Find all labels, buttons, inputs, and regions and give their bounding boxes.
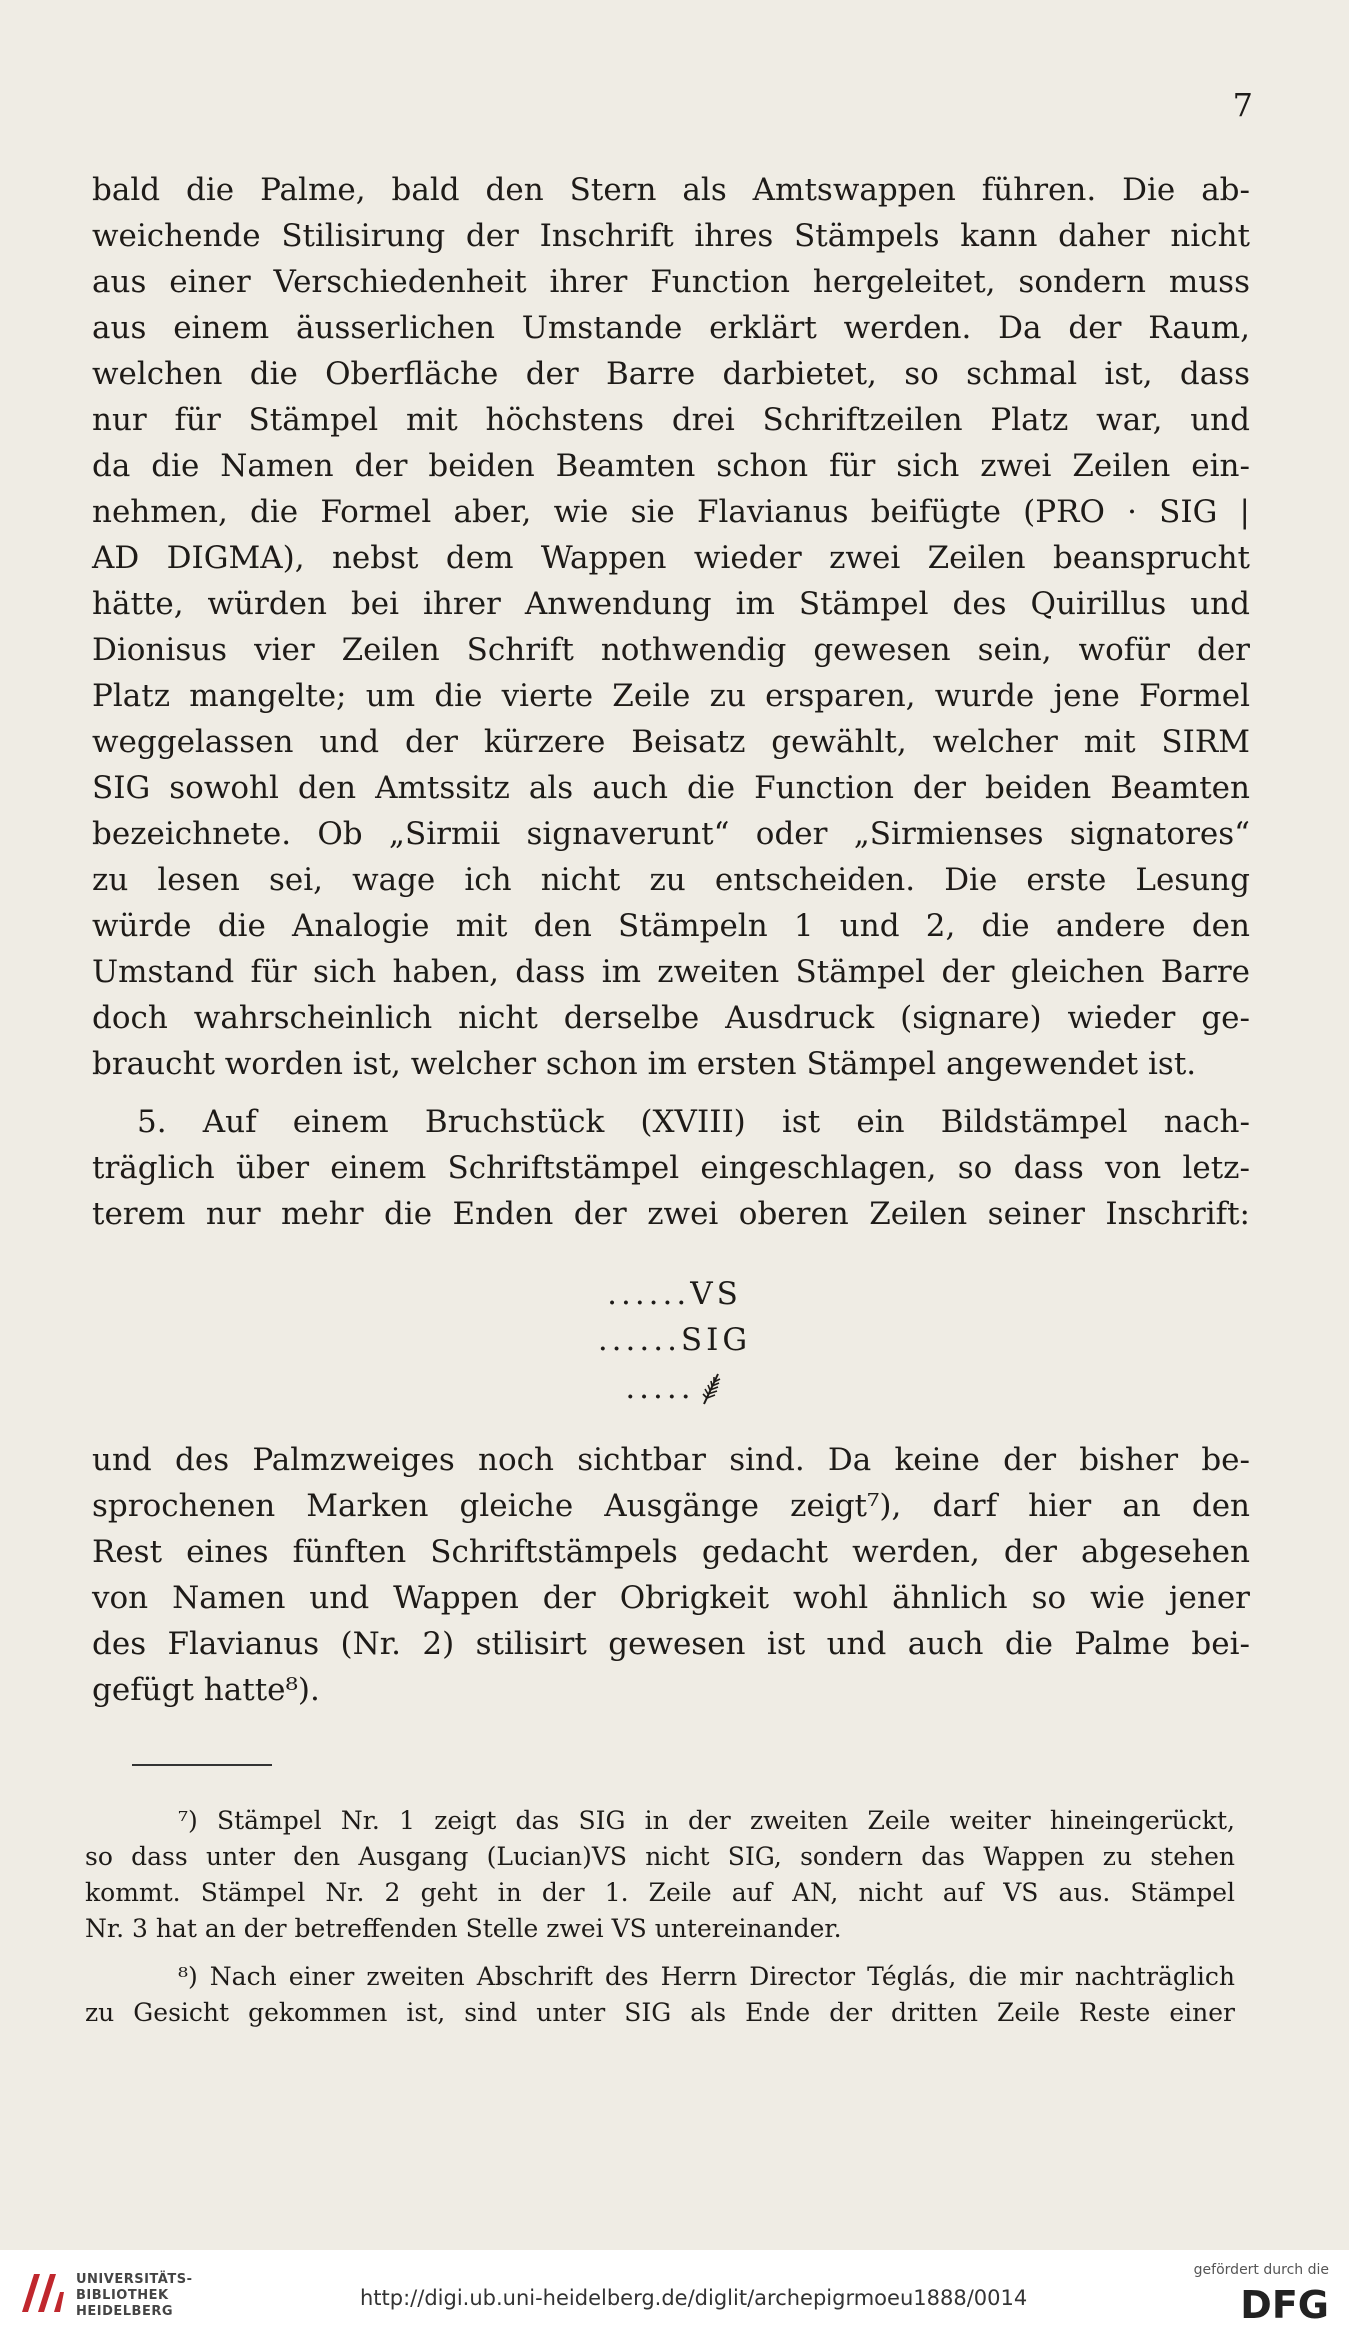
viewer-footer (0, 2250, 1349, 2338)
dfg-logo-text: DFG (1240, 2284, 1329, 2324)
body-line: sprochenen Marken gleiche Ausgänge zeigt⁷), darf hier an den (92, 1488, 1250, 1524)
body-line: Platz mangelte; um die vierte Zeile zu ersparen, wurde jene Formel (92, 678, 1250, 714)
body-line: nehmen, die Formel aber, wie sie Flavianus beifügte (PRO · SIG | (92, 494, 1250, 530)
library-name (76, 2272, 192, 2320)
body-line: 5. Auf einem Bruchstück (XVIII) ist ein Bildstämpel nach- (137, 1104, 1250, 1140)
body-line: und des Palmzweiges noch sichtbar sind. Da keine der bisher be- (92, 1442, 1250, 1478)
body-line: zu lesen sei, wage ich nicht zu entscheiden. Die erste Lesung (92, 862, 1250, 898)
footnote-line: so dass unter den Ausgang (Lucian)VS nicht SIG, sondern das Wappen zu stehen (85, 1842, 1235, 1871)
body-line: doch wahrscheinlich nicht derselbe Ausdruck (signare) wieder ge- (92, 1000, 1250, 1036)
footnote-line: ⁸) Nach einer zweiten Abschrift des Herrn Director Téglás, die mir nachträglich (178, 1962, 1235, 1991)
sponsor-block (1194, 2262, 1329, 2328)
body-line: Dionisus vier Zeilen Schrift nothwendig gewesen sein, wofür der (92, 632, 1250, 668)
footnote-line: Nr. 3 hat an der betreffenden Stelle zwei VS untereinander. (85, 1914, 842, 1943)
body-line: würde die Analogie mit den Stämpeln 1 und 2, die andere den (92, 908, 1250, 944)
footnote-line: ⁷) Stämpel Nr. 1 zeigt das SIG in der zweiten Zeile weiter hineingerückt, (178, 1806, 1235, 1835)
permalink-url[interactable]: http://digi.ub.uni-heidelberg.de/diglit/archepigrmoeu1888/0014 (360, 2286, 1028, 2310)
palm-branch-icon (700, 1372, 724, 1406)
body-line: des Flavianus (Nr. 2) stilisirt gewesen ist und auch die Palme bei- (92, 1626, 1250, 1662)
inscription-line: ......VS (607, 1276, 742, 1312)
body-line: welchen die Oberfläche der Barre darbietet, so schmal ist, dass (92, 356, 1250, 392)
body-line: da die Namen der beiden Beamten schon für sich zwei Zeilen ein- (92, 448, 1250, 484)
body-line: Umstand für sich haben, dass im zweiten Stämpel der gleichen Barre (92, 954, 1250, 990)
body-line: braucht worden ist, welcher schon im ersten Stämpel angewendet ist. (92, 1046, 1197, 1082)
page-number: 7 (1232, 86, 1253, 124)
body-line: AD DIGMA), nebst dem Wappen wieder zwei Zeilen beansprucht (92, 540, 1250, 576)
inscription-palm-line (0, 1370, 1349, 1406)
university-library-logo-icon[interactable] (14, 2264, 70, 2320)
body-line: aus einer Verschiedenheit ihrer Function hergeleitet, sondern muss (92, 264, 1250, 300)
inscription-line: ..... (625, 1370, 695, 1406)
body-line: bald die Palme, bald den Stern als Amtswappen führen. Die ab- (92, 172, 1250, 208)
library-name-line: BIBLIOTHEK (76, 2288, 169, 2303)
body-line: von Namen und Wappen der Obrigkeit wohl ähnlich so wie jener (92, 1580, 1250, 1616)
body-line: hätte, würden bei ihrer Anwendung im Stämpel des Quirillus und (92, 586, 1250, 622)
sponsor-label: gefördert durch die (1193, 2262, 1329, 2278)
body-line: Rest eines fünften Schriftstämpels gedacht werden, der abgesehen (92, 1534, 1250, 1570)
footnote-divider (132, 1764, 272, 1766)
body-line: SIG sowohl den Amtssitz als auch die Function der beiden Beamten (92, 770, 1250, 806)
body-line: terem nur mehr die Enden der zwei oberen Zeilen seiner Inschrift: (92, 1196, 1250, 1232)
dfg-logo-icon[interactable] (1209, 2284, 1329, 2324)
body-line: träglich über einem Schriftstämpel eingeschlagen, so dass von letz- (92, 1150, 1250, 1186)
footnote-line: zu Gesicht gekommen ist, sind unter SIG als Ende der dritten Zeile Reste einer (85, 1998, 1235, 2027)
body-line: nur für Stämpel mit höchstens drei Schriftzeilen Platz war, und (92, 402, 1250, 438)
body-line: bezeichnete. Ob „Sirmii signaverunt“ oder „Sirmienses signatores“ (92, 816, 1250, 852)
body-line: gefügt hatte⁸). (92, 1672, 320, 1708)
library-name-line: UNIVERSITÄTS- (76, 2272, 193, 2287)
body-line: weggelassen und der kürzere Beisatz gewählt, welcher mit SIRM (92, 724, 1250, 760)
library-name-line: HEIDELBERG (76, 2304, 174, 2319)
body-line: aus einem äusserlichen Umstande erklärt werden. Da der Raum, (92, 310, 1250, 346)
body-line: weichende Stilisirung der Inschrift ihres Stämpels kann daher nicht (92, 218, 1250, 254)
inscription-line: ......SIG (597, 1322, 752, 1358)
footnote-line: kommt. Stämpel Nr. 2 geht in der 1. Zeile auf AN, nicht auf VS aus. Stämpel (85, 1878, 1235, 1907)
